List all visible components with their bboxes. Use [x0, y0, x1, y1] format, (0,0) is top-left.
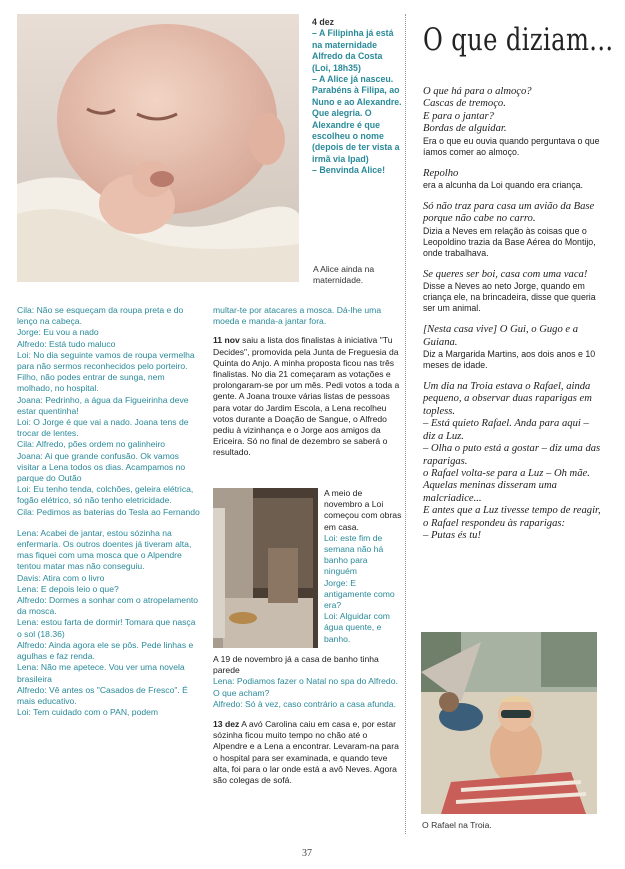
saying-block — [423, 168, 603, 191]
saying-quote: – Olha o puto está a gostar – diz uma das raparigas. — [423, 443, 601, 467]
saying-quote: O que há para o almoço? — [423, 86, 532, 97]
saying-quote: Um dia na Troia estava o Rafael, ainda pequeno, a observar duas raparigas em topless. — [423, 381, 592, 417]
column-divider — [405, 14, 406, 834]
baby-photo — [17, 14, 299, 282]
dialogue-line: Alfredo: Está tudo maluco — [17, 338, 116, 349]
date-label: 13 dez — [213, 719, 240, 730]
dialogue-line: Alfredo: Dormes a sonhar com o atropelamento da mosca. — [17, 595, 199, 617]
dialogue-line: Joana: Ai que grande confusão. Ok vamos visitar a Lena todos os dias. Acampamos no parque do Outão — [17, 450, 186, 484]
date-label: 11 nov — [213, 335, 240, 346]
note-date: 4 dez — [312, 17, 335, 27]
dialogue-line: Joana: Pedrinho, a água da Figueirinha deve estar quentinha! — [17, 394, 189, 416]
paragraph-13dez — [213, 719, 401, 786]
saying-block — [423, 86, 603, 158]
saying-note: era a alcunha da Loi quando era criança. — [423, 180, 583, 191]
saying-quote: – Está quieto Rafael. Anda para aqui – diz a Luz. — [423, 418, 589, 442]
dialogue-line: Alfredo: Só à vez, caso contrário a casa afunda. — [213, 698, 396, 709]
dialogue-column-left — [17, 305, 202, 718]
paragraph-11nov — [213, 335, 401, 458]
dialogue-line: Lena: E depois leio o que? — [17, 583, 119, 594]
note-line: – A Filipinha já está na maternidade Alfredo da Costa (Loi, 18h35) — [312, 28, 394, 73]
dialogue-line: Davis: Atira com o livro — [17, 572, 105, 583]
dialogue-line: Alfredo: Vê antes os "Casados de Fresco". É mais educativo. — [17, 684, 188, 706]
saying-quote: E para o jantar? — [423, 110, 494, 122]
renovation-photo — [213, 488, 318, 648]
dialogue-line: Lena: estou farta de dormir! Tomara que nasça o sol (18.36) — [17, 617, 196, 639]
middle-column-bottom — [213, 654, 401, 786]
sayings-column — [423, 86, 603, 552]
dialogue-line: Loi: Tem cuidado com o PAN, podem — [17, 707, 159, 718]
saying-quote: o Rafael volta-se para a Luz – Oh mãe. Aquelas meninas disseram uma malcriadice... — [423, 467, 590, 504]
dialogue-line: Loi: Alguidar com água quente, e banho. — [324, 611, 390, 644]
saying-note: Era o que eu ouvia quando perguntava o que íamos comer ao almoço. — [423, 135, 600, 157]
novembro-text — [324, 488, 402, 645]
saying-block — [423, 381, 603, 542]
saying-block — [423, 324, 603, 371]
dialogue-line: Loi: No dia seguinte vamos de roupa vermelha para não sermos reconhecidos pelo porteiro. Filho, não podes entrar de sunga, nem molhado, no hospital. — [17, 349, 195, 394]
dialogue-line: Cila: Não se esqueçam da roupa preta e do lenço na cabeça. — [17, 305, 184, 327]
dialogue-line: Jorge: E antigamente como era? — [324, 577, 395, 611]
paragraph-text: A avó Carolina caiu em casa e, por estar sózinha ficou muito tempo no chão até o Alpendre e a Lena a encontrar. Levaram-na para o hospital para ser examinada, e quando teve alta, foi para o lar onde está a avô Neves. Agora são colegas de sofá. — [213, 719, 399, 786]
saying-block — [423, 269, 603, 314]
saying-quote: E antes que a Luz tivesse tempo de reagir, o Rafael respondeu às raparigas: — [423, 505, 601, 529]
photo-caption: A Alice ainda na maternidade. — [313, 264, 375, 285]
note-line: – Benvinda Alice! — [312, 165, 386, 176]
saying-note: Dizia a Neves em relação às coisas que o Leopoldino trazia da Base Aérea do Montijo, onde trabalhava. — [423, 225, 596, 258]
saying-quote: Cascas de tremoço. — [423, 98, 506, 110]
paragraph-text: A meio de novembro a Loi começou com obras em casa. — [324, 488, 402, 532]
middle-column — [213, 305, 401, 459]
dialogue-continuation: multar-te por atacares a mosca. Dá-lhe uma moeda e manda-a jantar fora. — [213, 305, 382, 327]
dialogue-line: Loi: Eu tenho tenda, colchões, geleira elétrica, fogão elétrico, só não tenho eletricidade. — [17, 484, 194, 506]
saying-note: Disse a Neves ao neto Jorge, quando em criança ele, na brincadeira, disse que queria ser um animal. — [423, 281, 596, 314]
troia-photo — [421, 632, 597, 814]
dialogue-line: Alfredo: Ainda agora ele se pôs. Pede linhas e agulhas e faz renda. — [17, 639, 194, 662]
paragraph-text: saiu a lista dos finalistas à iniciativa "Tu Decides", promovida pela Junta de Freguesia da Quinta do Anjo. A minha proposta ficou nas três finalistas. No dia 21 começaram as votações e prolongaram-se por um mês. Pedi votos a toda a gente. A Joana trouxe várias listas de pessoas para votar do Jardim Escola, a Lena recolheu votos durante a Doação de Sangue, o Alfredo pediu à vizinhança e o Jorge aos amigos da Ericeira. Só no final de dezembro se saberá o resultado. — [213, 335, 400, 458]
section-title: O que diziam... — [423, 22, 614, 58]
saying-quote: Bordas de alguidar. — [423, 123, 507, 135]
note-4dez — [312, 17, 402, 177]
dialogue-line: Cila: Alfredo, pões ordem no galinheiro — [17, 439, 166, 450]
note-line: – A Alice já nasceu. Parabéns à Filipa, ao Nuno e ao Alexandre. Que alegria. O Alexandre é que escolheu o nome (depois de ter vista a irmã via Ipad) — [312, 74, 402, 164]
saying-quote: Só não traz para casa um avião da Base porque não cabe no carro. — [423, 201, 595, 225]
saying-block — [423, 201, 603, 259]
saying-quote: Repolho — [423, 167, 459, 179]
paragraph-text: A 19 de novembro já a casa de banho tinha parede — [213, 654, 379, 676]
dialogue-line: Jorge: Eu vou a nado — [17, 327, 99, 338]
saying-note: Diz a Margarida Martins, aos dois anos e 10 meses de idade. — [423, 349, 596, 371]
dialogue-line: Cila: Pedimos as baterias do Tesla ao Fernando — [17, 506, 200, 517]
dialogue-line: Lena: Acabei de jantar, estou sózinha na enfermaria. Os outros doentes já tiveram alta, mas fiquei com uma mosca que o Alpendre tentou matar mas não conseguiu. — [17, 527, 192, 572]
dialogue-line: Loi: O Jorge é que vai a nado. Joana tens de trocar de lentes. — [17, 417, 189, 439]
dialogue-line: Loi: este fim de semana não há banho para ninguém — [324, 532, 384, 577]
saying-quote: Se queres ser boi, casa com uma vaca! — [423, 268, 588, 280]
dialogue-line: Lena: Podiamos fazer o Natal no spa do Alfredo. O que acham? — [213, 676, 398, 698]
dialogue-line: Lena: Não me apetece. Vou ver uma novela brasileira — [17, 662, 185, 684]
saying-quote: [Nesta casa vive] O Gui, o Gugo e a Guiana. — [423, 324, 579, 348]
saying-quote: – Putas és tu! — [423, 529, 481, 541]
photo-caption: O Rafael na Troia. — [422, 820, 492, 830]
page-number: 37 — [302, 848, 312, 859]
